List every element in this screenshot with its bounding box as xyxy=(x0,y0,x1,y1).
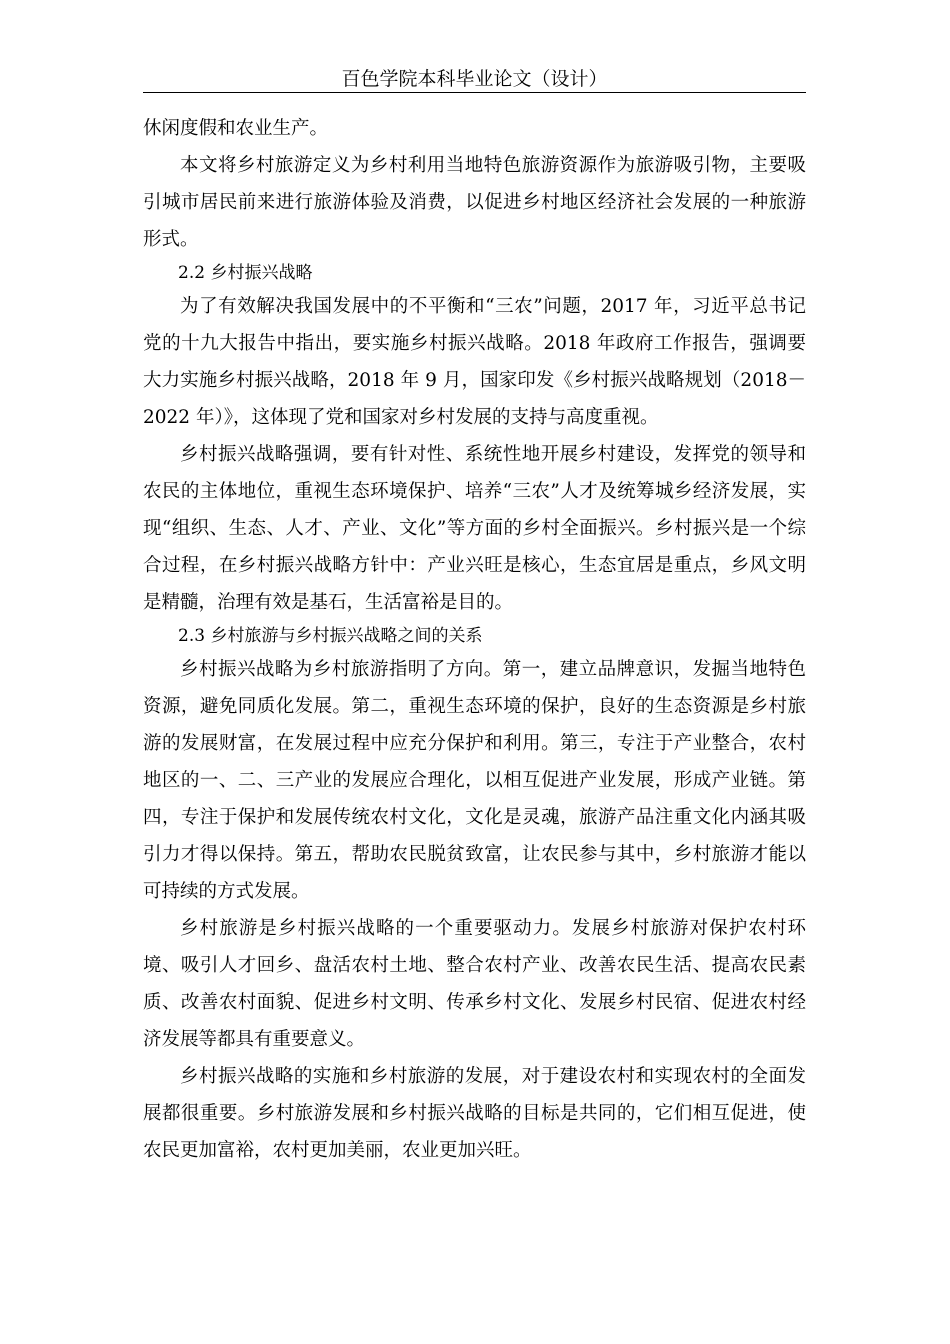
paragraph-driving-force: 乡村旅游是乡村振兴战略的一个重要驱动力。发展乡村旅游对保护农村环境、吸引人才回乡、盘活农村土地、整合农村产业、改善农民生活、提高农民素质、改善农村面貌、促进乡村文明、传承乡村文化、发展乡村民宿、促进农村经济发展等都具有重要意义。 xyxy=(143,918,806,1050)
paragraph-continuation: 休闲度假和农业生产。 xyxy=(143,118,329,139)
section-heading-2-3: 2.3 乡村旅游与乡村振兴战略之间的关系 xyxy=(178,626,483,646)
body-text xyxy=(143,110,806,1169)
paragraph-definition: 本文将乡村旅游定义为乡村利用当地特色旅游资源作为旅游吸引物，主要吸引城市居民前来进行旅游体验及消费，以促进乡村地区经济社会发展的一种旅游形式。 xyxy=(143,155,806,250)
page-header-title: 百色学院本科毕业论文（设计） xyxy=(341,68,608,90)
paragraph-strategy-emphasis: 乡村振兴战略强调，要有针对性、系统性地开展乡村建设，发挥党的领导和农民的主体地位，重视生态环境保护、培养“三农”人才及统筹城乡经济发展，实现“组织、生态、人才、产业、文化”等方面的乡村全面振兴。乡村振兴是一个综合过程，在乡村振兴战略方针中：产业兴旺是核心，生态宜居是重点，乡风文明是精髓，治理有效是基石，生活富裕是目的。 xyxy=(143,444,806,613)
paragraph-strategy-intro: 为了有效解决我国发展中的不平衡和“三农”问题，2017 年，习近平总书记党的十九大报告中指出，要实施乡村振兴战略。2018 年政府工作报告，强调要 大力实施乡村振兴战略，2018 年 9 月，国家印发《乡村振兴战略规划（2018－2022 年）》，这体现了党和国家对乡村发展的支持与高度重视。 xyxy=(143,296,806,428)
header-rule xyxy=(143,92,806,93)
paragraph-relationship-directions: 乡村振兴战略为乡村旅游指明了方向。第一，建立品牌意识，发掘当地特色资源，避免同质化发展。第二，重视生态环境的保护，良好的生态资源是乡村旅游的发展财富，在发展过程中应充分保护和利用。第三，专注于产业整合，农村地区的一、二、三产业的发展应合理化，以相互促进产业发展，形成产业链。第四，专注于保护和发展传统农村文化，文化是灵魂，旅游产品注重文化内涵其吸引力才得以保持。第五，帮助农民脱贫致富，让农民参与其中，乡村旅游才能以可持续的方式发展。 xyxy=(143,659,806,902)
section-heading-2-2: 2.2 乡村振兴战略 xyxy=(178,263,313,283)
paragraph-conclusion: 乡村振兴战略的实施和乡村旅游的发展，对于建设农村和实现农村的全面发展都很重要。乡村旅游发展和乡村振兴战略的目标是共同的，它们相互促进，使农民更加富裕，农村更加美丽，农业更加兴旺。 xyxy=(143,1066,806,1161)
